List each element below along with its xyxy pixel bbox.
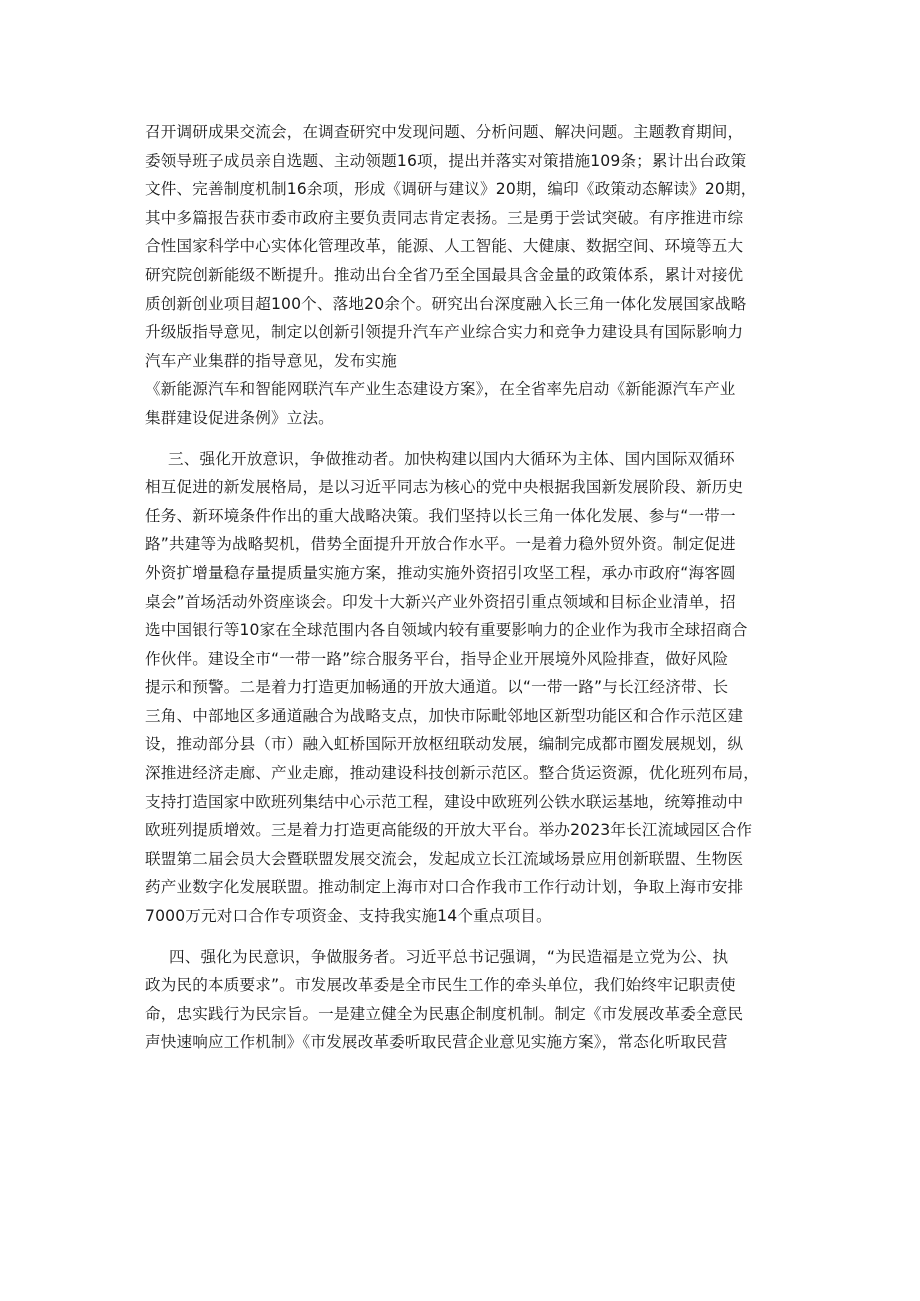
text-line: 外资扩增量稳存量提质量实施方案，推动实施外资招引攻坚工程，承办市政府“海客圆	[145, 563, 736, 582]
paragraph-openness	[145, 445, 792, 931]
paragraph-gap	[145, 433, 792, 445]
text-line: 相互促进的新发展格局，是以习近平同志为核心的党中央根据我国新发展阶段、新历史	[145, 478, 744, 497]
text-line: 药产业数字化发展联盟。推动制定上海市对口合作我市工作行动计划，争取上海市安排	[145, 878, 744, 897]
text-line: 深推进经济走廊、产业走廊，推动建设科技创新示范区。整合货运资源，优化班列布局，	[145, 764, 760, 783]
text-line: 路”共建等为战略契机，借势全面提升开放合作水平。一是着力稳外贸外资。制定促进	[145, 535, 736, 554]
text-line: 集群建设促进条例》立法。	[145, 408, 334, 427]
text-line: 研究院创新能级不断提升。推动出台全省乃至全国最具含金量的政策体系，累计对接优	[145, 265, 744, 284]
text-line: 任务、新环境条件作出的重大战略决策。我们坚持以长三角一体化发展、参与“一带一	[145, 506, 736, 525]
text-line: 三、强化开放意识，争做推动者。加快构建以国内大循环为主体、国内国际双循环	[168, 449, 735, 468]
text-line: 联盟第二届会员大会暨联盟发展交流会，发起成立长江流域场景应用创新联盟、生物医	[145, 849, 744, 868]
text-line: 7000万元对口合作专项资金、支持我实施14个重点项目。	[145, 907, 552, 926]
text-line: 作伙伴。建设全市“一带一路”综合服务平台，指导企业开展境外风险排查，做好风险	[145, 649, 729, 668]
text-line: 质创新创业项目超100个、落地20余个。研究出台深度融入长三角一体化发展国家战略	[145, 294, 747, 313]
text-line: 支持打造国家中欧班列集结中心示范工程，建设中欧班列公铁水联运基地，统筹推动中	[145, 792, 744, 811]
text-line: 设，推动部分县（市）融入虹桥国际开放枢纽联动发展，编制完成都市圈发展规划，纵	[145, 735, 744, 754]
text-line: 合性国家科学中心实体化管理改革，能源、人工智能、大健康、数据空间、环境等五大	[145, 237, 744, 256]
text-line: 命，忠实践行为民宗旨。一是建立健全为民惠企制度机制。制定《市发展改革委全意民	[145, 1004, 744, 1023]
paragraph-gap	[145, 931, 792, 943]
text-line: 其中多篇报告获市委市政府主要负责同志肯定表扬。三是勇于尝试突破。有序推进市综	[145, 208, 744, 227]
text-line: 《新能源汽车和智能网联汽车产业生态建设方案》，在全省率先启动《新能源汽车产业	[145, 380, 736, 399]
text-line: 政为民的本质要求”。市发展改革委是全市民生工作的牵头单位，我们始终牢记职责使	[145, 976, 736, 995]
text-line: 委领导班子成员亲自选题、主动领题16项，提出并落实对策措施109条；累计出台政策	[145, 151, 747, 170]
text-line: 召开调研成果交流会，在调查研究中发现问题、分析问题、解决问题。主题教育期间，	[145, 123, 744, 141]
text-line: 声快速响应工作机制》《市发展改革委听取民营企业意见实施方案》，常态化听取民营	[145, 1033, 728, 1052]
text-line: 汽车产业集群的指导意见，发布实施	[145, 351, 397, 370]
paragraph-people-service	[145, 943, 792, 1057]
text-line: 三角、中部地区多通道融合为战略支点，加快市际毗邻地区新型功能区和合作示范区建	[145, 706, 744, 725]
text-line: 欧班列提质增效。三是着力打造更高能级的开放大平台。举办2023年长江流域园区合作	[145, 821, 753, 840]
text-line: 桌会”首场活动外资座谈会。印发十大新兴产业外资招引重点领域和目标企业清单，招	[145, 592, 736, 611]
text-line: 升级版指导意见，制定以创新引领提升汽车产业综合实力和竞争力建设具有国际影响力	[145, 323, 744, 342]
paragraph-research-results	[145, 118, 792, 433]
text-line: 四、强化为民意识，争做服务者。习近平总书记强调，“为民造福是立党为公、执	[169, 947, 729, 966]
text-line: 提示和预警。二是着力打造更加畅通的开放大通道。以“一带一路”与长江经济带、长	[145, 678, 729, 697]
text-line: 文件、完善制度机制16余项，形成《调研与建议》20期，编印《政策动态解读》20期，	[145, 180, 757, 199]
text-line: 选中国银行等10家在全球范围内各自领域内较有重要影响力的企业作为我市全球招商合	[145, 621, 748, 640]
